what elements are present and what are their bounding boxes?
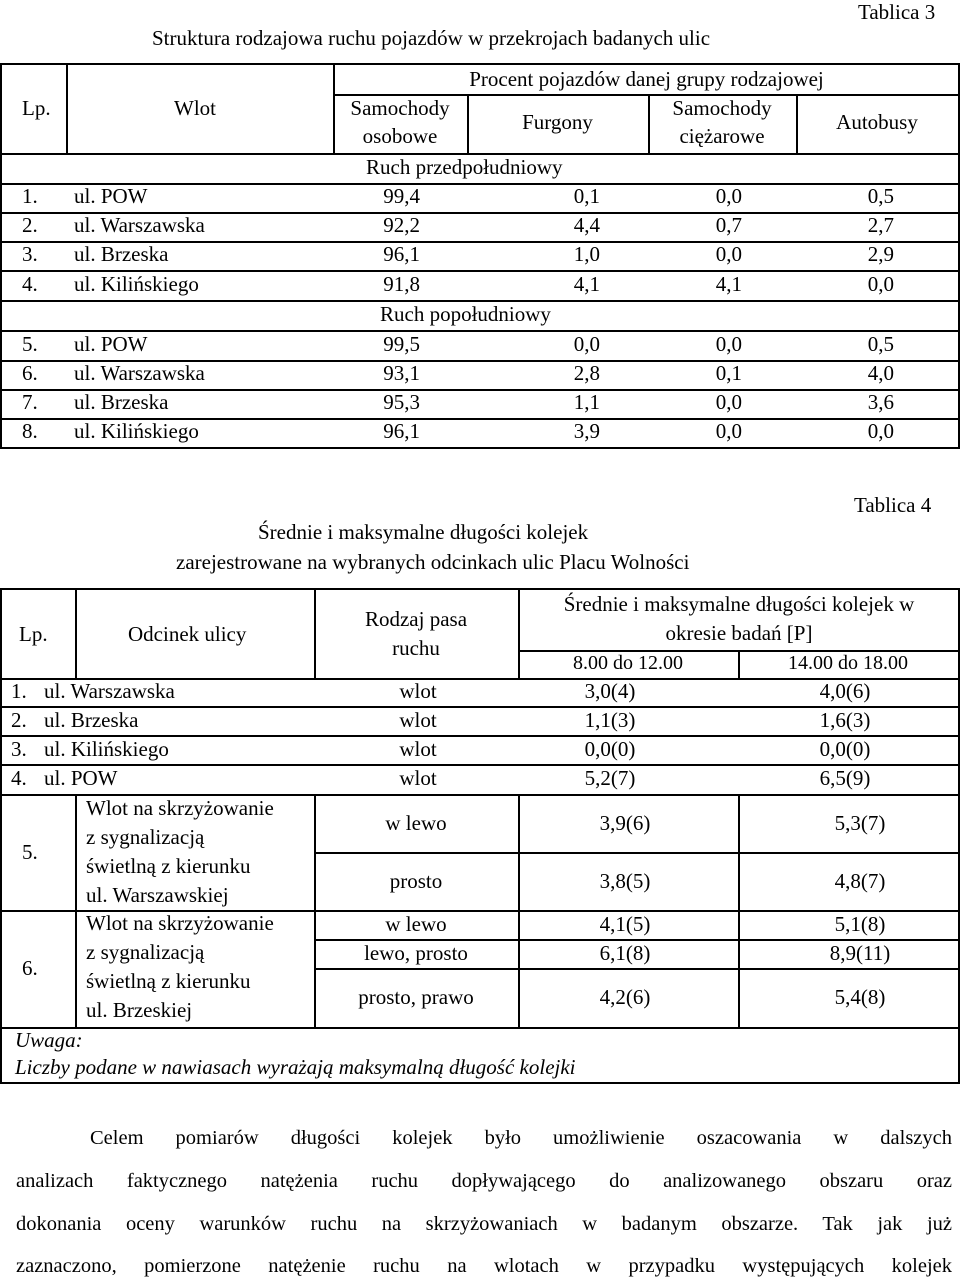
cell-value: 2,9	[867, 242, 894, 266]
cell-lp: 3.	[22, 242, 38, 266]
col-lp-header: Lp.	[22, 96, 51, 120]
section-header: Ruch popołudniowy	[380, 302, 551, 326]
cell-odcinek: ul. Warszawskiej	[86, 883, 229, 907]
rule	[66, 63, 68, 153]
rule	[314, 968, 960, 970]
col-okres-header: 14.00 do 18.00	[788, 652, 908, 674]
rule	[314, 852, 960, 854]
cell-value: 0,0(0)	[819, 737, 871, 761]
cell-wlot: ul. Kilińskiego	[74, 272, 199, 296]
cell-lp: 5.	[22, 332, 38, 356]
cell-lp: 4.	[11, 766, 27, 790]
cell-lp: 6.	[22, 956, 38, 980]
cell-lp: 1.	[11, 679, 27, 703]
rule	[0, 447, 960, 449]
cell-pas: prosto, prawo	[358, 985, 474, 1009]
cell-value: 3,6	[867, 390, 894, 414]
cell-pas: w lewo	[385, 811, 447, 835]
table-title: Struktura rodzajowa ruchu pojazdów w przekrojach badanych ulic	[152, 26, 711, 50]
cell-wlot: ul. POW	[74, 332, 148, 356]
cell-value: 3,0(4)	[584, 679, 636, 703]
col-okres-header: 8.00 do 12.00	[573, 652, 683, 674]
paragraph-line: Celem pomiarów długości kolejek było umożliwienie oszacowania w dalszych	[90, 1127, 952, 1149]
cell-lp: 3.	[11, 737, 27, 761]
cell-value: 4,4	[573, 213, 600, 237]
col-ciezarowe-header: Samochody	[672, 96, 772, 120]
cell-lp: 7.	[22, 390, 38, 414]
cell-value: 4,8(7)	[834, 869, 886, 893]
paragraph-line: dokonania oceny warunków ruchu na skrzyżowaniach w badanym obszarze. Tak jak już	[16, 1213, 952, 1235]
cell-value: 0,7	[715, 213, 742, 237]
rule	[75, 588, 77, 678]
col-osobowe-header: Samochody	[350, 96, 450, 120]
group-header: Procent pojazdów danej grupy rodzajowej	[469, 67, 824, 91]
cell-value: 4,1(5)	[599, 912, 651, 936]
cell-value: 2,7	[867, 213, 894, 237]
cell-value: 0,0	[867, 419, 894, 443]
cell-value: 0,0	[715, 332, 742, 356]
col-osobowe-header: osobowe	[362, 124, 438, 148]
col-srednie-header: Średnie i maksymalne długości kolejek w	[563, 592, 915, 616]
rule	[0, 63, 2, 447]
cell-lp: 2.	[11, 708, 27, 732]
cell-value: 1,1	[573, 390, 600, 414]
col-ciezarowe-header: ciężarowe	[679, 124, 765, 148]
note-label: Uwaga:	[15, 1028, 83, 1052]
cell-value: 0,0	[715, 184, 742, 208]
cell-lp: 8.	[22, 419, 38, 443]
note-text: Liczby podane w nawiasach wyrażają maksymalną długość kolejki	[15, 1055, 576, 1079]
cell-odcinek: świetlną z kierunku	[86, 854, 251, 878]
cell-value: 4,0	[867, 361, 894, 385]
cell-value: 1,0	[573, 242, 600, 266]
col-odcinek-header: Odcinek ulicy	[128, 622, 247, 646]
cell-value: 8,9(11)	[829, 941, 891, 965]
cell-odcinek: Wlot na skrzyżowanie	[86, 911, 274, 935]
cell-odcinek: ul. Warszawska	[44, 679, 175, 703]
cell-value: 1,6(3)	[819, 708, 871, 732]
cell-odcinek: z sygnalizacją	[86, 825, 205, 849]
cell-pas: wlot	[399, 679, 437, 703]
cell-value: 0,0(0)	[584, 737, 636, 761]
cell-wlot: ul. POW	[74, 184, 148, 208]
paragraph-line: analizach faktycznego natężenia ruchu dopływającego do analizowanego obszaru oraz	[16, 1170, 952, 1192]
col-rodzaj-header: Rodzaj pasa	[364, 607, 468, 631]
cell-wlot: ul. Warszawska	[74, 213, 205, 237]
cell-value: 99,5	[383, 332, 420, 356]
table-title: zarejestrowane na wybranych odcinkach ulic Placu Wolności	[176, 550, 690, 574]
cell-odcinek: ul. POW	[44, 766, 118, 790]
cell-value: 0,0	[715, 242, 742, 266]
cell-wlot: ul. Brzeska	[74, 242, 169, 266]
cell-pas: wlot	[399, 766, 437, 790]
rule	[0, 63, 960, 65]
cell-odcinek: ul. Brzeskiej	[86, 998, 193, 1022]
paragraph-line: zaznaczono, pomierzone natężenie ruchu na wlotach w przypadku występujących kolejek	[16, 1255, 952, 1277]
cell-value: 5,1(8)	[834, 912, 886, 936]
cell-value: 0,5	[867, 332, 894, 356]
rule	[0, 1082, 960, 1084]
cell-value: 95,3	[383, 390, 420, 414]
cell-value: 4,2(6)	[599, 985, 651, 1009]
cell-value: 99,4	[383, 184, 420, 208]
cell-value: 0,5	[867, 184, 894, 208]
cell-lp: 2.	[22, 213, 38, 237]
cell-value: 0,0	[715, 419, 742, 443]
cell-value: 1,1(3)	[584, 708, 636, 732]
rule	[0, 588, 960, 590]
table-title: Średnie i maksymalne długości kolejek	[258, 520, 589, 544]
cell-value: 5,2(7)	[584, 766, 636, 790]
cell-value: 0,0	[573, 332, 600, 356]
col-wlot-header: Wlot	[174, 96, 216, 120]
rule	[75, 794, 77, 1027]
cell-value: 6,1(8)	[599, 941, 651, 965]
cell-value: 93,1	[383, 361, 420, 385]
col-autobusy-header: Autobusy	[836, 110, 918, 134]
col-rodzaj-header: ruchu	[392, 636, 440, 660]
cell-value: 0,0	[867, 272, 894, 296]
cell-pas: wlot	[399, 708, 437, 732]
cell-lp: 1.	[22, 184, 38, 208]
cell-value: 4,1	[573, 272, 600, 296]
cell-wlot: ul. Kilińskiego	[74, 419, 199, 443]
cell-value: 3,9	[573, 419, 600, 443]
cell-odcinek: Wlot na skrzyżowanie	[86, 796, 274, 820]
cell-value: 3,9(6)	[599, 811, 651, 835]
table-label: Tablica 3	[858, 0, 936, 24]
cell-value: 92,2	[383, 213, 420, 237]
cell-value: 4,0(6)	[819, 679, 871, 703]
col-lp-header: Lp.	[19, 622, 48, 646]
col-srednie-header: okresie badań [P]	[665, 621, 813, 645]
cell-lp: 5.	[22, 840, 38, 864]
table-label: Tablica 4	[854, 493, 932, 517]
cell-odcinek: ul. Brzeska	[44, 708, 139, 732]
cell-pas: wlot	[399, 737, 437, 761]
cell-odcinek: z sygnalizacją	[86, 940, 205, 964]
rule	[0, 588, 2, 1082]
cell-value: 3,8(5)	[599, 869, 651, 893]
cell-pas: w lewo	[385, 912, 447, 936]
cell-odcinek: ul. Kilińskiego	[44, 737, 169, 761]
col-furgony-header: Furgony	[522, 110, 593, 134]
cell-value: 5,3(7)	[834, 811, 886, 835]
cell-lp: 6.	[22, 361, 38, 385]
cell-odcinek: świetlną z kierunku	[86, 969, 251, 993]
cell-value: 91,8	[383, 272, 420, 296]
cell-value: 0,1	[715, 361, 742, 385]
rule	[0, 1027, 960, 1029]
cell-wlot: ul. Brzeska	[74, 390, 169, 414]
cell-wlot: ul. Warszawska	[74, 361, 205, 385]
rule	[314, 588, 316, 678]
cell-value: 96,1	[383, 242, 420, 266]
cell-pas: lewo, prosto	[364, 941, 468, 965]
rule	[958, 63, 960, 447]
section-header: Ruch przedpołudniowy	[366, 155, 563, 179]
cell-value: 96,1	[383, 419, 420, 443]
cell-value: 5,4(8)	[834, 985, 886, 1009]
cell-pas: prosto	[389, 869, 443, 893]
cell-value: 0,0	[715, 390, 742, 414]
cell-value: 6,5(9)	[819, 766, 871, 790]
cell-lp: 4.	[22, 272, 38, 296]
cell-value: 4,1	[715, 272, 742, 296]
cell-value: 0,1	[573, 184, 600, 208]
cell-value: 2,8	[573, 361, 600, 385]
